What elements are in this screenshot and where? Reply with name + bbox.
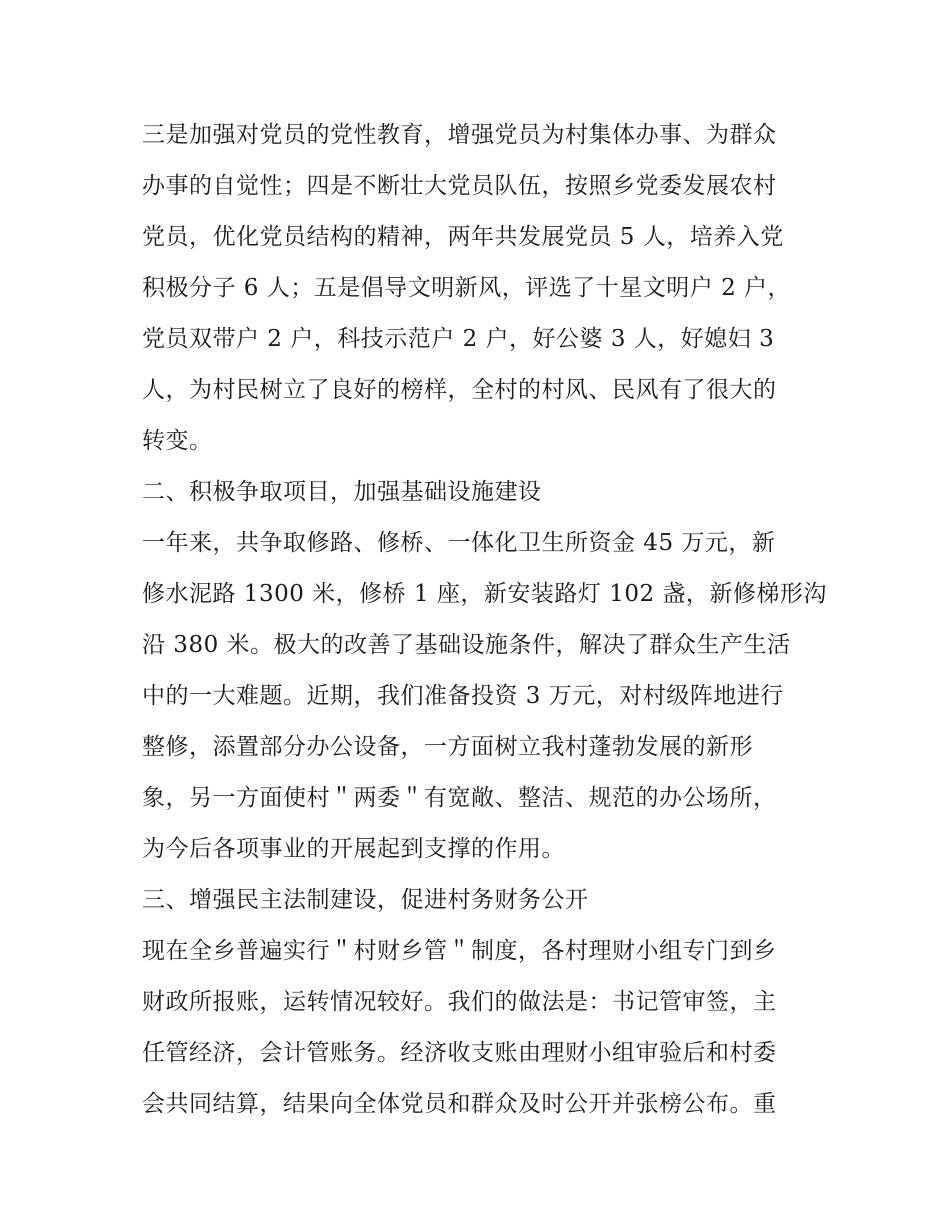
text-line: 现在全乡普遍实行＂村财乡管＂制度，各村理财小组专门到乡 — [142, 938, 777, 964]
section-heading: 三、增强民主法制建设，促进村务财务公开 — [142, 887, 589, 913]
text-line: 中的一大难题。近期，我们准备投资 3 万元，对村级阵地进行 — [142, 683, 784, 709]
text-line: 沿 380 米。极大的改善了基础设施条件，解决了群众生产生活 — [142, 632, 791, 658]
text-line: 积极分子 6 人；五是倡导文明新风，评选了十星文明户 2 户， — [142, 275, 792, 301]
text-line: 财政所报账，运转情况较好。我们的做法是：书记管审签，主 — [142, 989, 777, 1015]
text-line: 一年来，共争取修路、修桥、一体化卫生所资金 45 万元，新 — [142, 530, 776, 556]
text-line: 任管经济，会计管账务。经济收支账由理财小组审验后和村委 — [142, 1040, 777, 1066]
text-line: 会共同结算，结果向全体党员和群众及时公开并张榜公布。重 — [142, 1091, 777, 1117]
text-line: 办事的自觉性；四是不断壮大党员队伍，按照乡党委发展农村 — [142, 173, 777, 199]
text-line: 象，另一方面使村＂两委＂有宽敞、整洁、规范的办公场所， — [142, 785, 777, 811]
text-line: 党员，优化党员结构的精神，两年共发展党员 5 人，培养入党 — [142, 224, 784, 250]
text-line: 转变。 — [142, 428, 213, 454]
text-line: 人，为村民树立了良好的榜样，全村的村风、民风有了很大的 — [142, 377, 777, 403]
document-body — [142, 110, 827, 1130]
text-line: 整修，添置部分办公设备，一方面树立我村蓬勃发展的新形 — [142, 734, 753, 760]
text-line: 三是加强对党员的党性教育，增强党员为村集体办事、为群众 — [142, 122, 777, 148]
section-heading: 二、积极争取项目，加强基础设施建设 — [142, 479, 542, 505]
text-line: 党员双带户 2 户，科技示范户 2 户，好公婆 3 人，好媳妇 3 — [142, 326, 775, 352]
text-line: 为今后各项事业的开展起到支撑的作用。 — [142, 836, 565, 862]
text-line: 修水泥路 1300 米，修桥 1 座，新安装路灯 102 盏，新修梯形沟 — [142, 581, 827, 607]
